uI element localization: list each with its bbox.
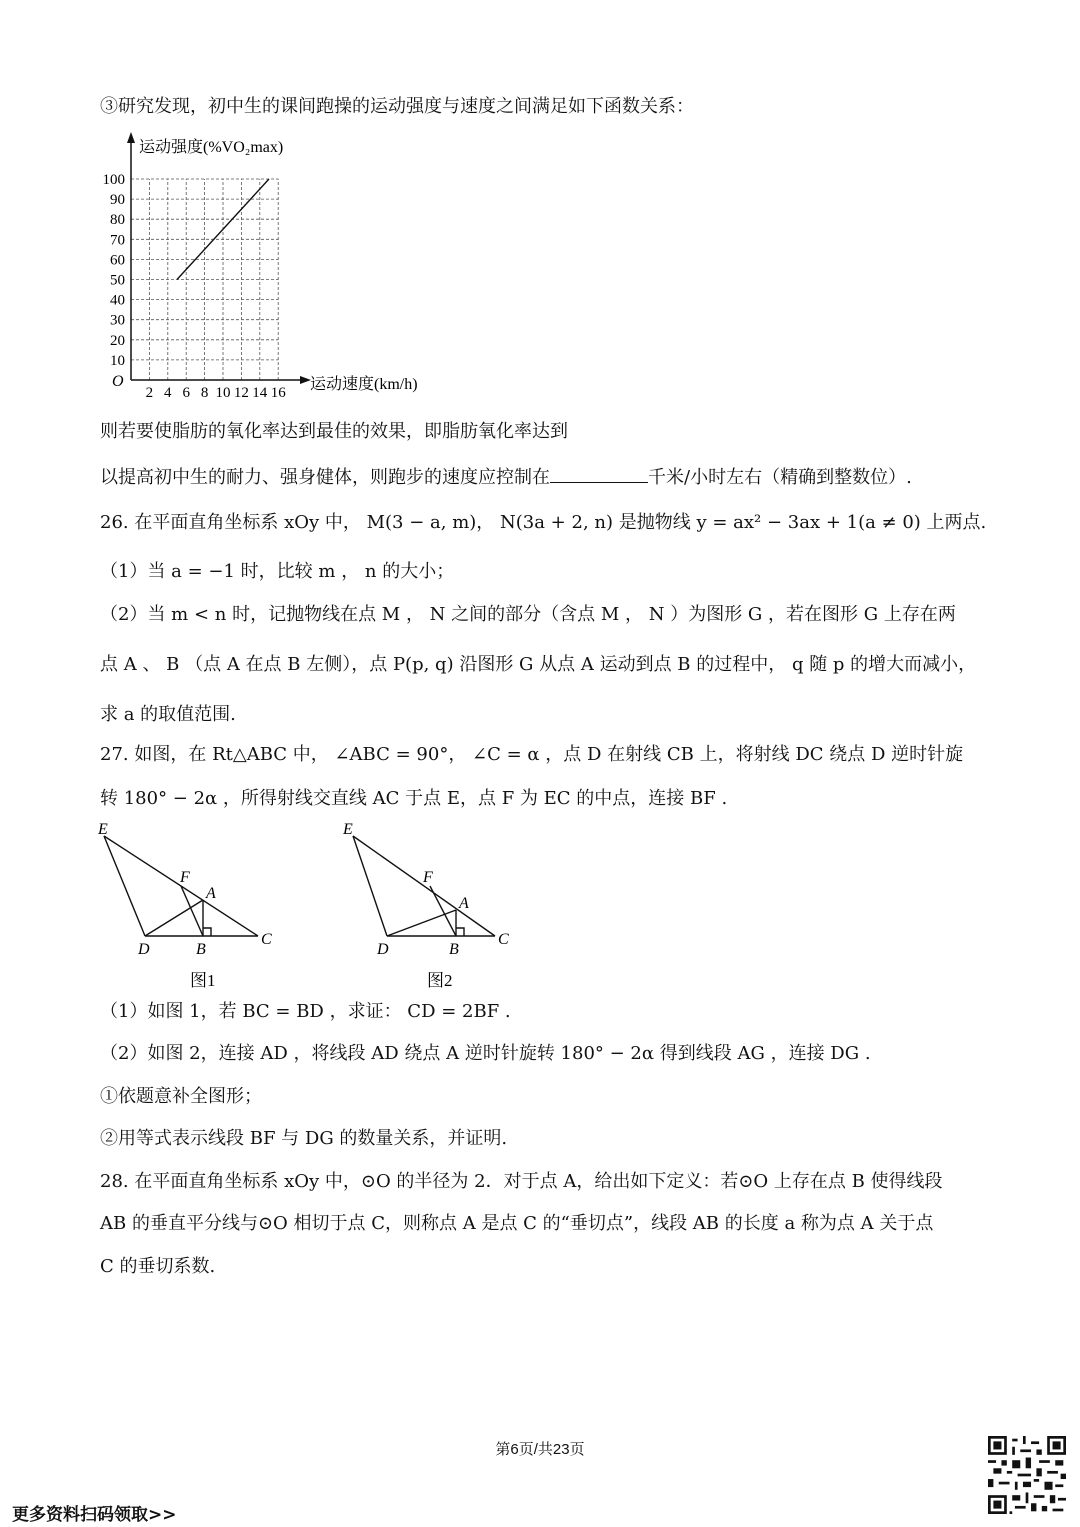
fig2-label-e: E	[343, 821, 353, 838]
graph-grid	[131, 179, 278, 380]
fig2-label-d: D	[377, 941, 389, 958]
y-axis-arrow	[127, 132, 135, 143]
y-axis-label: 运动强度(%VO₂max)	[139, 139, 284, 156]
q27-stem-l1: 27. 如图，在 Rt△ABC 中， ∠ABC = 90°， ∠C = α ，点 D 在射线 CB 上，将射线 DC 绕点 D 逆时针旋	[100, 744, 964, 765]
q26-part1: （1）当 a = −1 时，比较 m ， n 的大小；	[100, 561, 455, 582]
figure-2	[335, 818, 535, 998]
intro-text: ③研究发现，初中生的课间跑操的运动强度与速度之间满足如下函数关系：	[100, 96, 694, 117]
fig2-caption: 图2	[427, 971, 453, 990]
fig2-label-a: A	[459, 895, 469, 912]
speed-intensity-graph	[95, 130, 455, 405]
x-tick-label: 10	[215, 385, 231, 401]
fig2-label-c: C	[498, 931, 509, 948]
y-tick-label: 70	[110, 232, 125, 249]
q28-l1: 28. 在平面直角坐标系 xOy 中，⊙O 的半径为 2．对于点 A，给出如下定义：若⊙O 上存在点 B 使得线段	[100, 1171, 943, 1192]
q27-part1: （1）如图 1，若 BC = BD ，求证： CD = 2BF .	[100, 1001, 511, 1022]
q28-l2: AB 的垂直平分线与⊙O 相切于点 C，则称点 A 是点 C 的“垂切点”，线段 AB 的长度 a 称为点 A 关于点	[100, 1213, 934, 1234]
fig1-label-d: D	[138, 941, 150, 958]
q27-part2-2: ②用等式表示线段 BF 与 DG 的数量关系，并证明.	[100, 1128, 508, 1149]
fig1-caption: 图1	[190, 971, 216, 990]
y-tick-label: 80	[110, 212, 125, 229]
q26-part2-l2: 点 A 、 B （点 A 在点 B 左侧），点 P(p, q) 沿图形 G 从点 A 运动到点 B 的过程中， q 随 p 的增大而减小，	[100, 654, 977, 675]
x-tick-label: 4	[164, 385, 172, 401]
fig1-label-f: F	[180, 869, 190, 886]
fig1-label-b: B	[196, 941, 206, 958]
y-tick-label: 10	[110, 352, 125, 369]
fig2-label-f: F	[423, 869, 433, 886]
q26-part2-l3: 求 a 的取值范围.	[100, 704, 236, 725]
graph-ticks	[103, 172, 287, 401]
q26-stem: 26. 在平面直角坐标系 xOy 中， M(3 − a, m)， N(3a + 2, n) 是抛物线 y = ax² − 3ax + 1(a ≠ 0) 上两点.	[100, 512, 987, 533]
x-tick-label: 2	[145, 385, 154, 401]
y-tick-label: 60	[110, 252, 125, 269]
fig1-label-a: A	[206, 885, 216, 902]
q25-line2-a: 以提高初中生的耐力、强身健体，则跑步的速度应控制在	[100, 467, 550, 488]
x-tick-label: 8	[200, 385, 209, 401]
y-tick-label: 90	[110, 192, 125, 209]
answer-blank	[550, 466, 648, 483]
fig2-label-b: B	[449, 941, 459, 958]
y-tick-label: 30	[110, 312, 125, 329]
q27-stem-l2: 转 180° − 2α ，所得射线交直线 AC 于点 E，点 F 为 EC 的中点，连接 BF .	[100, 788, 728, 809]
x-tick-label: 16	[270, 385, 286, 401]
y-tick-label: 20	[110, 332, 125, 349]
figure-1	[90, 818, 290, 998]
q25-line1: 则若要使脂肪的氧化率达到最佳的效果，即脂肪氧化率达到	[100, 421, 568, 442]
fig1-label-e: E	[98, 821, 108, 838]
more-resources-link[interactable]: 更多资料扫码领取>>	[12, 1505, 177, 1525]
x-axis-label: 运动速度(km/h)	[310, 376, 418, 393]
x-tick-label: 6	[182, 385, 190, 401]
q27-part2-1: ①依题意补全图形；	[100, 1086, 262, 1107]
q28-l3: C 的垂切系数.	[100, 1256, 216, 1277]
qr-code-icon[interactable]	[988, 1436, 1066, 1514]
page-number: 第6页/共23页	[495, 1441, 585, 1458]
y-tick-label: 100	[102, 172, 125, 188]
y-tick-label: 50	[110, 272, 125, 289]
y-tick-label: 40	[110, 292, 125, 309]
x-tick-label: 14	[252, 385, 268, 401]
q26-part2-l1: （2）当 m < n 时，记抛物线在点 M ， N 之间的部分（含点 M ， N ）为图形 G ，若在图形 G 上存在两	[100, 604, 956, 625]
q25-line2-b: 千米/小时左右（精确到整数位）.	[648, 467, 912, 488]
fig1-label-c: C	[261, 931, 272, 948]
x-tick-label: 12	[233, 385, 249, 401]
q27-part2: （2）如图 2，连接 AD ，将线段 AD 绕点 A 逆时针旋转 180° − 2α 得到线段 AG ，连接 DG .	[100, 1043, 871, 1064]
origin-label: O	[112, 373, 124, 390]
q25-line2	[100, 466, 912, 487]
